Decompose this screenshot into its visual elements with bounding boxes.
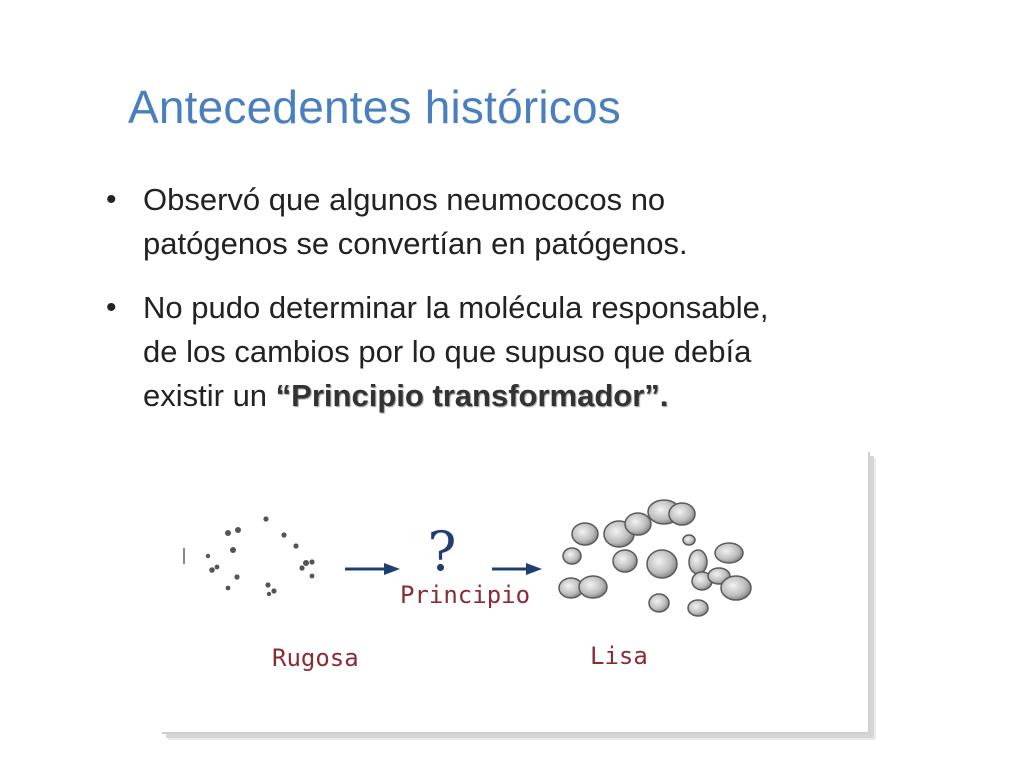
bullet-line (143, 374, 900, 418)
rough-speck (281, 532, 286, 537)
smooth-cell (625, 513, 651, 535)
rough-speck (234, 574, 239, 579)
smooth-colonies (559, 500, 751, 616)
smooth-cell (683, 535, 695, 545)
rough-speck (309, 559, 314, 564)
smooth-cell (715, 543, 743, 563)
rough-speck (206, 554, 210, 558)
arrow-2 (492, 563, 542, 575)
bullet-dot: • (106, 291, 117, 324)
smooth-cell (563, 548, 581, 564)
rough-speck (235, 527, 241, 533)
rough-speck (226, 586, 231, 591)
rough-speck (225, 530, 231, 536)
smooth-cell (688, 600, 708, 616)
rough-speck (267, 592, 271, 596)
smooth-cell (689, 550, 707, 574)
bullet-line: de los cambios por lo que supuso que debía (143, 334, 752, 369)
arrow-1 (345, 563, 400, 575)
bullet-line-prefix: existir un (143, 378, 276, 413)
rough-colonies (206, 516, 315, 596)
bullet-line: Observó que algunos neumococos no (143, 182, 666, 217)
rough-speck (293, 543, 298, 548)
rough-speck (263, 516, 268, 521)
rough-speck (265, 582, 270, 587)
rough-speck (209, 567, 215, 573)
bullet-list (100, 178, 900, 438)
smooth-cell (647, 550, 677, 578)
rough-speck (230, 547, 236, 553)
rough-speck (299, 565, 304, 570)
slide-title: Antecedentes históricos (128, 81, 621, 133)
rough-speck (271, 588, 276, 593)
bullet-line: patógenos se convertían en patógenos. (143, 226, 688, 261)
label-smooth: Lisa (590, 642, 648, 670)
label-principle: Principio (400, 581, 531, 609)
bullet-item (100, 286, 900, 418)
rough-speck (215, 565, 220, 570)
question-mark: ? (427, 520, 457, 583)
smooth-cell (613, 550, 637, 572)
rough-speck (303, 560, 309, 566)
rough-speck (310, 574, 315, 579)
smooth-cell (721, 576, 751, 600)
emphasis-text: “Principio transformador”. (275, 378, 669, 413)
smooth-cell (572, 523, 598, 545)
label-rough: Rugosa (272, 644, 359, 672)
smooth-cell (649, 594, 669, 612)
smooth-cell (579, 576, 607, 598)
transformation-figure (162, 452, 870, 734)
bullet-line: No pudo determinar la molécula responsable, (143, 290, 769, 325)
bullet-dot: • (106, 183, 117, 216)
bullet-item (100, 178, 900, 266)
smooth-cell (669, 503, 695, 525)
